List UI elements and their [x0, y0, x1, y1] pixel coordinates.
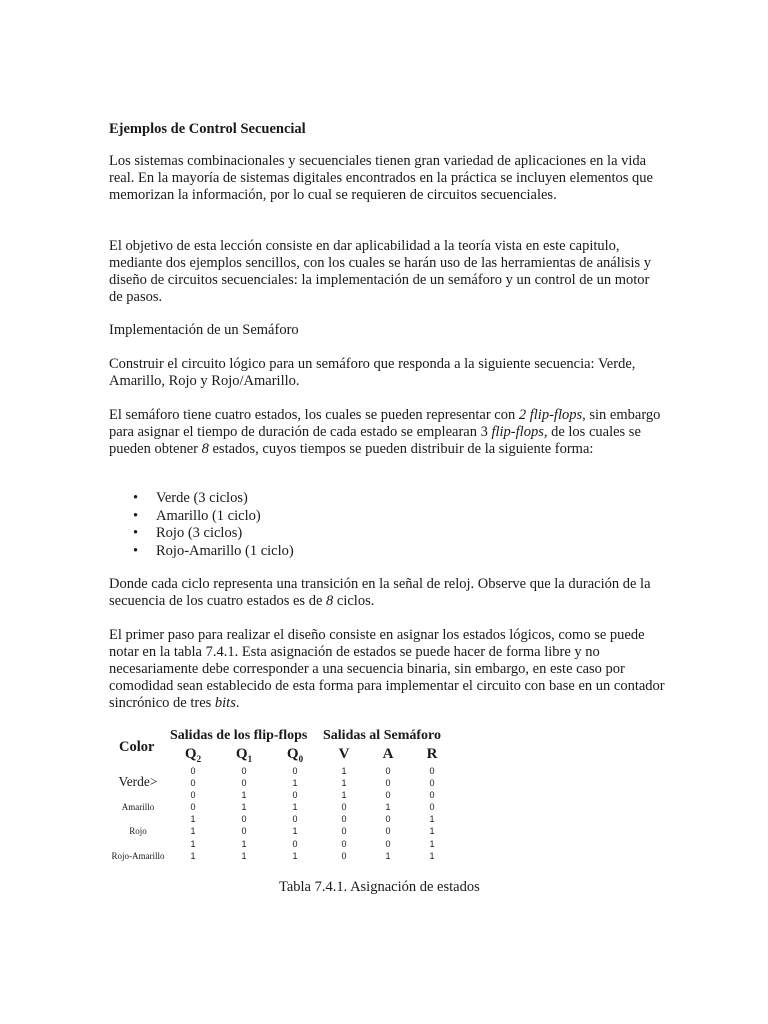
table-cell: 0 [385, 790, 391, 800]
section-heading: Implementación de un Semáforo [109, 322, 299, 338]
table-cell: 0 [385, 778, 391, 788]
row-label-amarillo: Amarillo [121, 802, 155, 812]
column-header-r: R [426, 746, 438, 762]
table-cell: 0 [241, 766, 247, 776]
flip-flop-outputs-header: Salidas de los flip-flops [170, 728, 308, 743]
table-cell: 0 [341, 814, 347, 824]
table-cell: 0 [429, 802, 435, 812]
table-cell: 0 [292, 839, 298, 849]
table-cell: 0 [341, 851, 347, 861]
paragraph-design: El primer paso para realizar el diseño consiste en asignar los estados lógicos, como se puede notar en la tabla 7.4.1. Esta asignación de estados se puede hacer de forma libre y no necesariamente debe corresponder a una secuencia binaria, sin embargo, en este caso por comodidad sean establecido de esta forma para implementar el circuito con base en un contador sincrónico de tres bits. [109, 627, 665, 711]
table-cell: 1 [341, 766, 347, 776]
table-cell: 1 [341, 790, 347, 800]
list-item: • Rojo-Amarillo (1 ciclo) [133, 543, 294, 561]
table-cell: 0 [292, 766, 298, 776]
column-header-v: V [338, 746, 350, 762]
column-header-q1: $Q_1$ [235, 746, 253, 764]
table-cell: 1 [385, 802, 391, 812]
paragraph-sequence: Construir el circuito lógico para un semáforo que responda a la siguiente secuencia: Verde, Amarillo, Rojo y Rojo/Amarillo. [109, 356, 636, 389]
row-label-rojo: Rojo [129, 826, 147, 836]
color-header: Color [119, 739, 155, 755]
row-label-verde: Verde> [118, 774, 158, 789]
document-title: Ejemplos de Control Secuencial [109, 121, 306, 137]
table-cell: 0 [385, 814, 391, 824]
table-cell: 0 [190, 778, 196, 788]
table-cell: 0 [341, 826, 347, 836]
table-cell: 0 [241, 826, 247, 836]
table-cell: 0 [341, 839, 347, 849]
table-cell: 1 [429, 814, 435, 824]
table-cell: 0 [385, 766, 391, 776]
table-cell: 1 [341, 778, 347, 788]
column-header-q0: $Q_0$ [286, 746, 304, 764]
table-caption: Tabla 7.4.1. Asignación de estados [279, 879, 480, 895]
table-cell: 1 [292, 802, 298, 812]
table-cell: 0 [241, 814, 247, 824]
table-cell: 0 [429, 778, 435, 788]
table-cell: 0 [341, 802, 347, 812]
table-cell: 0 [385, 839, 391, 849]
traffic-light-outputs-header: Salidas al Semáforo [323, 728, 441, 743]
table-cell: 1 [292, 778, 298, 788]
table-cell: 1 [429, 851, 435, 861]
table-cell: 0 [241, 778, 247, 788]
paragraph-objective: El objetivo de esta lección consiste en dar aplicabilidad a la teoría vista en este capitulo, mediante dos ejemplos sencillos, con los cuales se harán uso de las herramientas de análisis y diseño de circuitos secuenciales: la implementación de un semáforo y un control de un motor de pasos. [109, 238, 651, 305]
table-cell: 0 [190, 766, 196, 776]
table-cell: 1 [385, 851, 391, 861]
table-cell: 1 [292, 826, 298, 836]
paragraph-cycles: Donde cada ciclo representa una transición en la señal de reloj. Observe que la duración de la secuencia de los cuatro estados es de 8 ciclos. [109, 576, 651, 609]
paragraph-intro: Los sistemas combinacionales y secuenciales tienen gran variedad de aplicaciones en la vida real. En la mayoría de sistemas digitales encontrados en la práctica se incluyen elementos que memorizan la información, por lo cual se requieren de circuitos secuenciales. [109, 153, 653, 203]
table-cell: 1 [241, 851, 247, 861]
table-cell: 1 [241, 802, 247, 812]
column-header-q2: $Q_2$ [184, 746, 202, 764]
table-cell: 1 [190, 839, 196, 849]
table-cell: 1 [292, 851, 298, 861]
table-cell: 0 [385, 826, 391, 836]
table-cell: 0 [190, 790, 196, 800]
table-cell: 1 [190, 814, 196, 824]
column-header-a: A [382, 746, 394, 762]
table-cell: 0 [292, 790, 298, 800]
table-cell: 1 [241, 790, 247, 800]
table-cell: 0 [292, 814, 298, 824]
paragraph-states: El semáforo tiene cuatro estados, los cuales se pueden representar con 2 flip-flops, sin embargo para asignar el tiempo de duración de cada estado se emplearan 3 flip-flops, de los cuales se pueden obtener 8 estados, cuyos tiempos se pueden distribuir de la siguiente forma: [109, 407, 661, 457]
row-label-rojo-amarillo: Rojo-Amarillo [111, 851, 165, 861]
state-assignment-table [109, 728, 449, 868]
table-cell: 1 [190, 851, 196, 861]
table-cell: 0 [190, 802, 196, 812]
table-cell: 1 [429, 826, 435, 836]
list-item: • Rojo (3 ciclos) [133, 525, 294, 543]
table-cell: 0 [429, 766, 435, 776]
table-cell: 1 [241, 839, 247, 849]
table-cell: 1 [429, 839, 435, 849]
state-durations-list [133, 490, 294, 560]
list-item: • Amarillo (1 ciclo) [133, 508, 294, 526]
table-cell: 1 [190, 826, 196, 836]
table-cell: 0 [429, 790, 435, 800]
list-item: • Verde (3 ciclos) [133, 490, 294, 508]
